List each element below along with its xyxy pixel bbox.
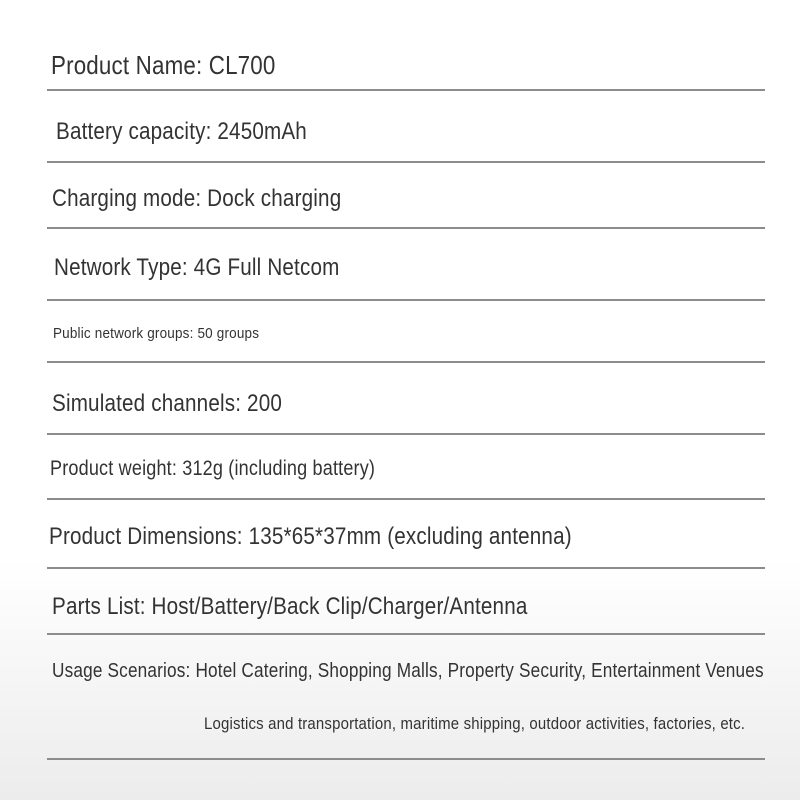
network-type: Network Type: 4G Full Netcom bbox=[54, 254, 340, 281]
divider bbox=[47, 361, 765, 363]
divider bbox=[47, 433, 765, 435]
divider bbox=[47, 633, 765, 635]
simulated-channels: Simulated channels: 200 bbox=[52, 390, 283, 417]
usage-scenarios-continued: Logistics and transportation, maritime shipping, outdoor activities, factories, etc. bbox=[204, 714, 746, 733]
divider bbox=[47, 227, 765, 229]
usage-scenarios: Usage Scenarios: Hotel Catering, Shopping Malls, Property Security, Entertainment Venues bbox=[52, 660, 764, 682]
parts-list: Parts List: Host/Battery/Back Clip/Charger/Antenna bbox=[52, 593, 528, 620]
product-dimensions: Product Dimensions: 135*65*37mm (excluding antenna) bbox=[49, 523, 572, 550]
divider bbox=[47, 299, 765, 301]
divider bbox=[47, 498, 765, 500]
divider bbox=[47, 161, 765, 163]
public-network-groups: Public network groups: 50 groups bbox=[53, 325, 260, 342]
divider bbox=[47, 758, 765, 760]
charging-mode: Charging mode: Dock charging bbox=[52, 185, 342, 212]
battery-capacity: Battery capacity: 2450mAh bbox=[56, 118, 307, 145]
product-weight: Product weight: 312g (including battery) bbox=[50, 457, 376, 480]
divider bbox=[47, 567, 765, 569]
divider bbox=[47, 89, 765, 91]
product-name: Product Name: CL700 bbox=[51, 50, 276, 80]
